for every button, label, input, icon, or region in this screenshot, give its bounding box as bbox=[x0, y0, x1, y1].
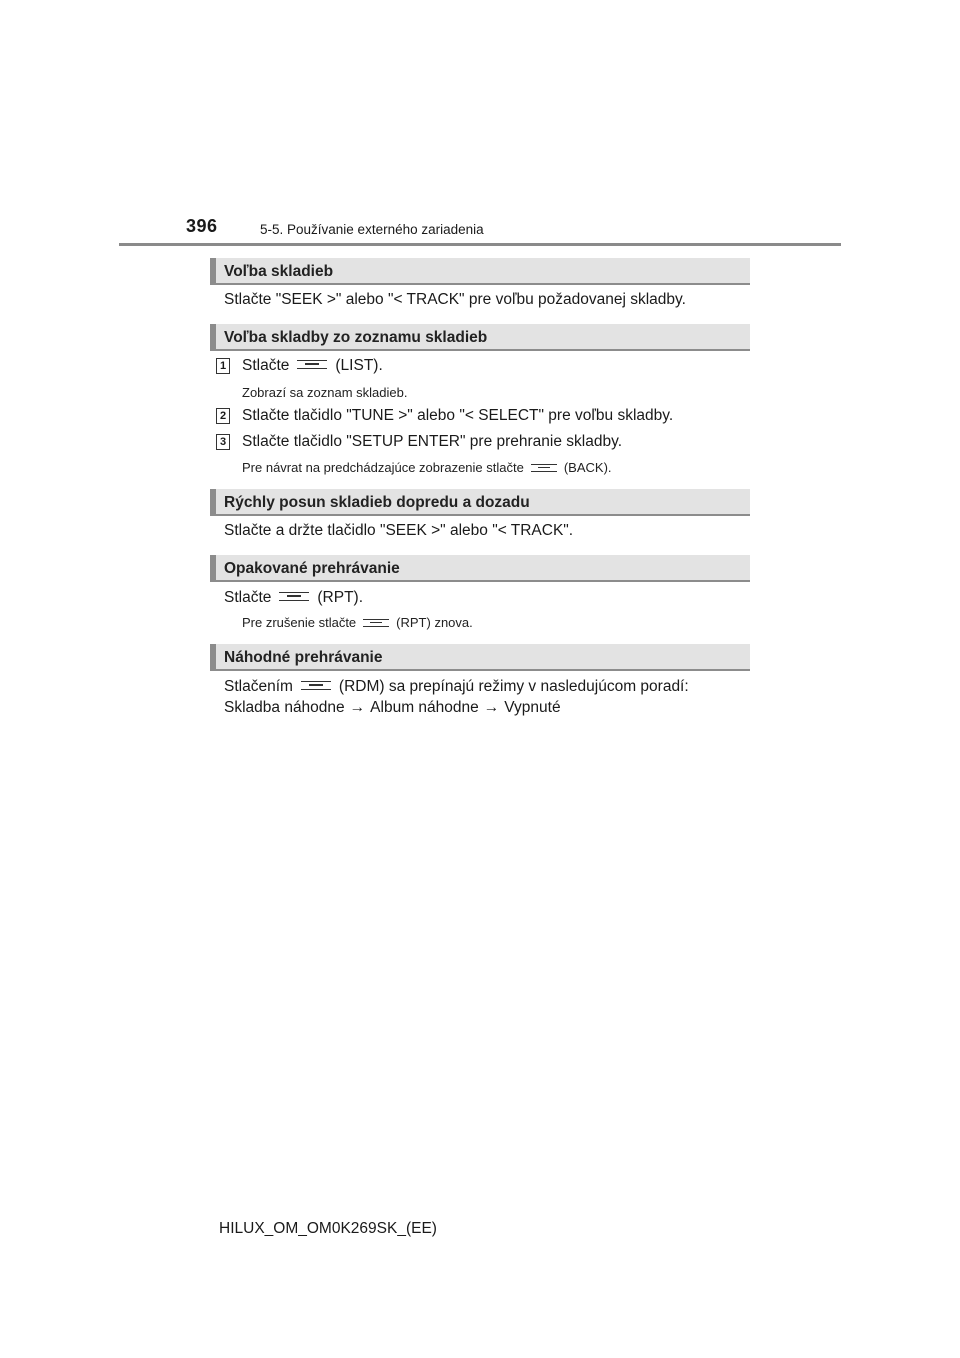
list-button-icon bbox=[297, 360, 327, 369]
step-number: 1 bbox=[216, 358, 230, 374]
note-text-after: (RPT) znova. bbox=[396, 615, 473, 630]
note-text-before: Pre návrat na predchádzajúce zobrazenie stlačte bbox=[242, 460, 524, 475]
section-heading-track-selection: Voľba skladieb bbox=[210, 258, 750, 285]
mode-track-random: Skladba náhodne bbox=[224, 699, 345, 716]
step-text-before: Stlačte bbox=[242, 357, 290, 374]
note-text-after: (BACK). bbox=[563, 460, 612, 475]
mode-sequence bbox=[224, 698, 561, 718]
section-heading-fast-forward: Rýchly posun skladieb dopredu a dozadu bbox=[210, 489, 750, 516]
step-text: Stlačte tlačidlo "SETUP ENTER" pre prehranie skladby. bbox=[242, 433, 623, 450]
rpt-button-icon bbox=[279, 592, 309, 601]
step-text-after: (LIST). bbox=[335, 357, 383, 374]
chapter-title: 5-5. Používanie externého zariadenia bbox=[260, 222, 484, 237]
rdm-button-icon bbox=[301, 681, 331, 690]
section-body-text bbox=[224, 588, 363, 608]
mode-off: Vypnuté bbox=[504, 699, 561, 716]
section-heading-repeat: Opakované prehrávanie bbox=[210, 555, 750, 582]
step-note bbox=[242, 459, 612, 477]
page-number: 396 bbox=[186, 216, 218, 236]
section-body-text: Stlačte a držte tlačidlo "SEEK >" alebo "< TRACK". bbox=[224, 522, 574, 539]
step-note: Zobrazí sa zoznam skladieb. bbox=[242, 385, 408, 400]
section-heading-random: Náhodné prehrávanie bbox=[210, 644, 750, 671]
text-before: Stlačte bbox=[224, 589, 272, 606]
section-note bbox=[242, 614, 473, 632]
step-text: Stlačte tlačidlo "TUNE >" alebo "< SELECT" pre voľbu skladby. bbox=[242, 407, 674, 424]
note-text-before: Pre zrušenie stlačte bbox=[242, 615, 357, 630]
mode-album-random: Album náhodne bbox=[370, 699, 479, 716]
section-body-text: Stlačte "SEEK >" alebo "< TRACK" pre voľbu požadovanej skladby. bbox=[224, 291, 686, 308]
step-number: 2 bbox=[216, 408, 230, 424]
back-button-icon bbox=[531, 464, 557, 472]
arrow-right-icon: → bbox=[483, 699, 500, 716]
arrow-right-icon: → bbox=[349, 699, 366, 716]
header-divider bbox=[119, 243, 841, 246]
text-before: Stlačením bbox=[224, 678, 293, 695]
step-text bbox=[242, 356, 383, 376]
rpt-button-icon bbox=[363, 619, 389, 627]
step-number: 3 bbox=[216, 434, 230, 450]
section-heading-track-list: Voľba skladby zo zoznamu skladieb bbox=[210, 324, 750, 351]
text-after: (RPT). bbox=[317, 589, 364, 606]
section-body-text bbox=[224, 677, 689, 697]
document-code: HILUX_OM_OM0K269SK_(EE) bbox=[219, 1220, 437, 1237]
text-after: (RDM) sa prepínajú režimy v nasledujúcom poradí: bbox=[338, 678, 689, 695]
